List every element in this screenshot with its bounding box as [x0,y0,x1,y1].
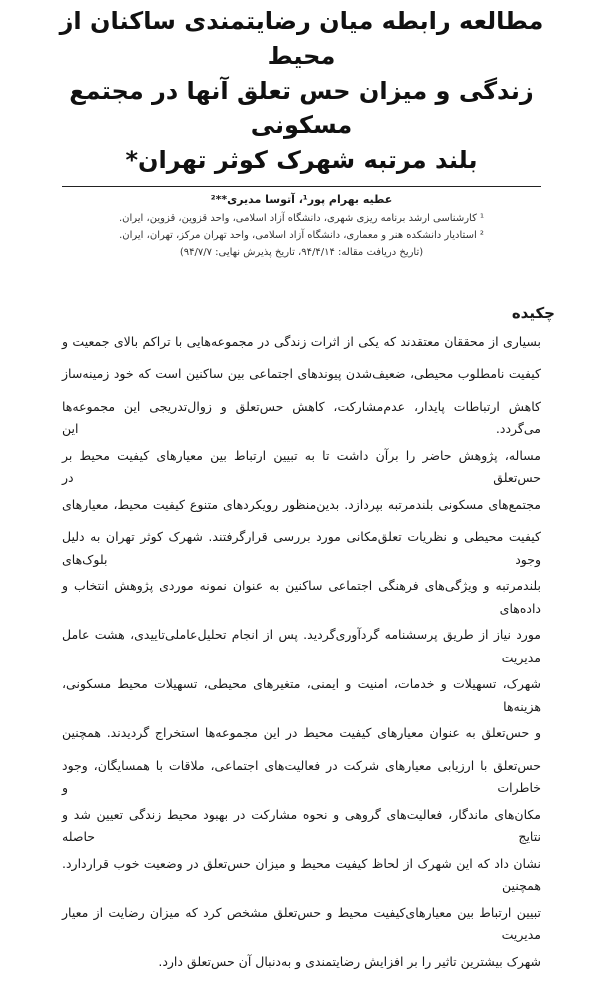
abstract-line: و حس‌تعلق به عنوان معیارهای کیفیت محیط در این مجموعه‌ها استخراج گردیدند. همچنین [62,725,541,741]
affiliation: ² استادیار دانشکده هنر و معماری، دانشگاه آزاد اسلامی، واحد تهران مرکز، تهران، ایران. [119,229,484,241]
title-line: مطالعه رابطه میان رضایتمندی ساکنان از محیط [59,7,544,70]
title-line: بلند مرتبه شهرک کوثر تهران* [125,146,478,175]
affiliation: ¹ کارشناسی ارشد برنامه ریزی شهری، دانشگاه آزاد اسلامی، واحد قزوین، قزوین، ایران. [118,212,485,224]
authors: عطیه بهرام پور¹، آتوسا مدیری**² [210,192,393,206]
dates: (تاریخ دریافت مقاله: ۹۴/۴/۱۴، تاریخ پذیرش نهایی: ۹۴/۷/۷) [179,246,424,258]
abstract-line: بلندمرتبه و ویژگی‌های فرهنگی اجتماعی ساکنین به عنوان نمونه موردی پژوهش انتخاب و داده‌های [62,578,541,616]
abstract-line: نشان داد که این شهرک از لحاظ کیفیت محیط و میزان حس‌تعلق در وضعیت خوب قراردارد. همچنین [62,855,541,894]
title-divider [62,186,541,187]
abstract-line: شهرک بیشترین تاثیر را بر افزایش رضایتمندی و به‌دنبال آن حس‌تعلق دارد. [158,953,541,969]
abstract-line: تبیین ارتباط بین معیارهای‌کیفیت محیط و حس‌تعلق مشخص کرد که میزان رضایت از معیار مدیریت [62,904,541,943]
abstract-line: کیفیت نامطلوب محیطی، ضعیف‌شدن پیوندهای اجتماعی بین ساکنین است که خود زمینه‌ساز [62,366,541,382]
abstract-body [62,329,541,982]
abstract-line: بسیاری از محققان معتقدند که یکی از اثرات زندگی در مجموعه‌هایی با تراکم بالای جمعیت و [62,333,541,349]
abstract-line: مجتمع‌های مسکونی بلندمرتبه بپردازد. بدین‌منظور رویکردهای متنوع کیفیت محیط، معیارهای [62,496,541,512]
abstract-heading: چکیده [511,303,555,322]
abstract-line: کاهش ارتباطات پایدار، عدم‌مشارکت، کاهش حس‌تعلق و زوال‌تدریجی این مجموعه‌ها می‌گردد. این [62,398,541,437]
title-line: زندگی و میزان حس تعلق آنها در مجتمع مسکونی [69,76,534,140]
paper-title [40,4,563,178]
abstract-line: مکان‌های ماندگار، فعالیت‌های گروهی و نحوه مشارکت در بهبود محیط زندگی تعیین شد و نتایج حاصله [62,806,541,845]
abstract-line: مساله، پژوهش حاضر را برآن داشت تا به تبیین ارتباط بین معیارهای کیفیت محیط بر حس‌تعلق در [62,447,541,486]
abstract-line: شهرک، تسهیلات و خدمات، امنیت و ایمنی، متغیرهای محیطی، تسهیلات محیط مسکونی، هزینه‌ها [62,676,541,714]
abstract-line: کیفیت محیطی و نظریات تعلق‌مکانی مورد بررسی قرارگرفتند. شهرک کوثر تهران به دلیل وجود بلوک‌های [62,529,541,567]
abstract-line: حس‌تعلق با ارزیابی معیارهای شرکت در فعالیت‌های اجتماعی، ملاقات با همسایگان، وجود خاطرات و [62,757,541,796]
abstract-line: مورد نیاز از طریق پرسشنامه گردآوری‌گردید. پس از انجام تحلیل‌عاملی‌تاییدی، هشت عامل مدیریت [62,627,541,665]
